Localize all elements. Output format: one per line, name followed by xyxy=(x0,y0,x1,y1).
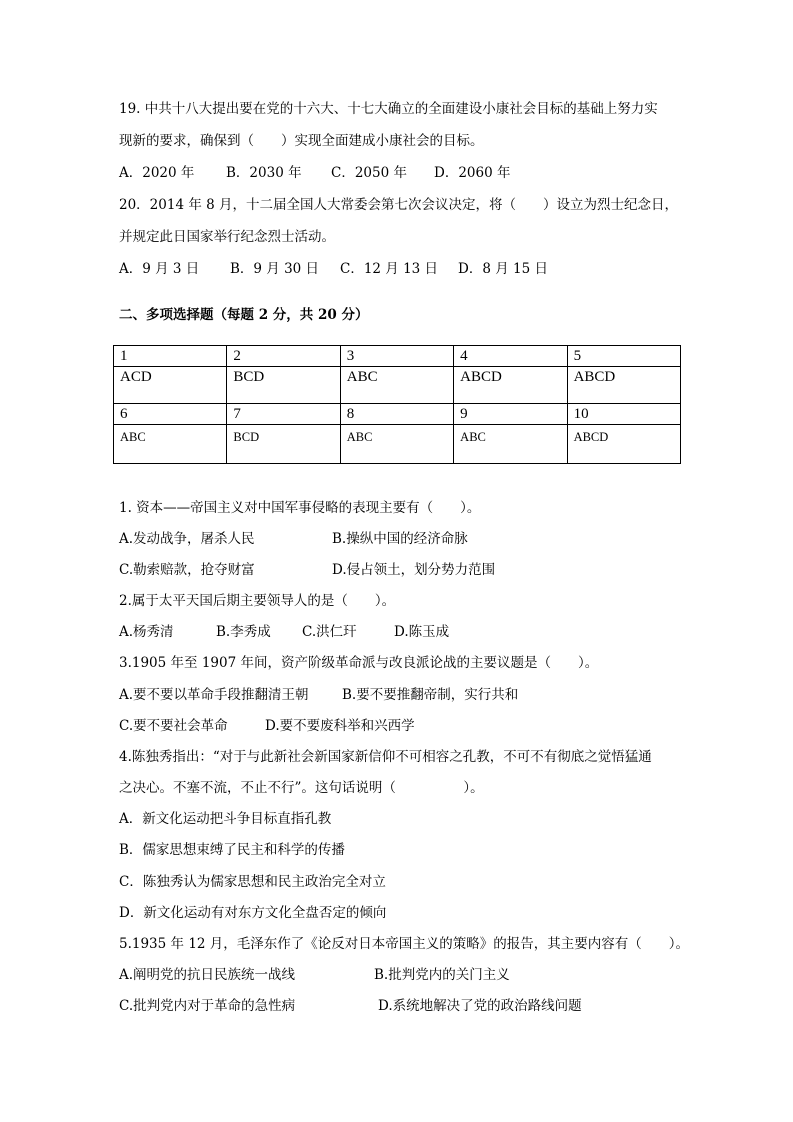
mq4-stem-line1: 4.陈独秀指出：“对于与此新社会新国家新信仰不可相容之孔教，不可不有彻底之觉悟猛通 xyxy=(119,749,652,765)
mq1-option-b: B.操纵中国的经济命脉 xyxy=(332,531,468,547)
mq1-option-d: D.侵占领土，划分势力范围 xyxy=(332,562,496,578)
mq4-option-b: B．儒家思想束缚了民主和科学的传播 xyxy=(119,842,345,858)
q19-stem-line1: 19. 中共十八大提出要在党的十六大、十七大确立的全面建设小康社会目标的基础上努力实 xyxy=(119,101,658,117)
table-cell: ABC xyxy=(340,425,453,464)
mq3-options-row2 xyxy=(119,717,415,735)
mq3-option-a: A.要不要以革命手段推翻清王朝 xyxy=(119,687,309,703)
table-cell: ABCD xyxy=(454,367,567,404)
section-heading: 二、多项选择题（每题 2 分，共 20 分） xyxy=(119,307,369,323)
table-cell: ACD xyxy=(114,367,227,404)
table-row xyxy=(114,404,681,425)
mq4-option-d: D．新文化运动有对东方文化全盘否定的倾向 xyxy=(119,905,387,921)
q20-option-a: A．9 月 3 日 xyxy=(119,261,200,277)
q20-option-c: C．12 月 13 日 xyxy=(340,261,439,277)
table-cell: ABC xyxy=(114,425,227,464)
mq2-option-a: A.杨秀清 xyxy=(119,624,174,640)
table-row xyxy=(114,346,681,367)
mq2-option-c: C.洪仁玕 xyxy=(302,624,357,640)
mq2-options xyxy=(119,623,449,641)
mq4-stem-line2: 之决心。不塞不流，不止不行”。这句话说明（ ）。 xyxy=(119,780,484,796)
mq5-option-c: C.批判党内对于革命的急性病 xyxy=(119,998,296,1014)
mq3-options-row1 xyxy=(119,686,518,704)
mq3-stem: 3.1905 年至 1907 年间，资产阶级革命派与改良派论战的主要议题是（ ）。 xyxy=(119,655,599,671)
q20-stem-line1: 20．2014 年 8 月，十二届全国人大常委会第七次会议决定，将（ ）设立为烈士纪念日， xyxy=(119,197,678,213)
table-row xyxy=(114,425,681,464)
table-cell: 2 xyxy=(227,346,340,367)
q19-stem-line2: 现新的要求，确保到（ ）实现全面建成小康社会的目标。 xyxy=(119,133,484,149)
mq5-option-d: D.系统地解决了党的政治路线问题 xyxy=(378,998,582,1014)
q20-stem-line2: 并规定此日国家举行纪念烈士活动。 xyxy=(119,229,335,245)
q20-option-d: D．8 月 15 日 xyxy=(458,261,548,277)
table-cell: 5 xyxy=(567,346,680,367)
mq5-option-a: A.阐明党的抗日民族统一战线 xyxy=(119,967,296,983)
table-cell: BCD xyxy=(227,425,340,464)
q19-option-a: A．2020 年 xyxy=(119,165,195,181)
table-cell: 1 xyxy=(114,346,227,367)
mq2-stem: 2.属于太平天国后期主要领导人的是（ ）。 xyxy=(119,593,396,609)
q20-option-b: B．9 月 30 日 xyxy=(230,261,320,277)
table-row xyxy=(114,367,681,404)
table-cell: 4 xyxy=(454,346,567,367)
mq3-option-c: C.要不要社会革命 xyxy=(119,718,228,734)
mq5-options-row2 xyxy=(119,997,582,1015)
q19-option-d: D．2060 年 xyxy=(434,165,511,181)
table-cell: 10 xyxy=(567,404,680,425)
mq3-option-b: B.要不要推翻帝制，实行共和 xyxy=(342,687,519,703)
mq1-option-c: C.勒索赔款，抢夺财富 xyxy=(119,562,255,578)
mq1-stem: 1. 资本——帝国主义对中国军事侵略的表现主要有（ ）。 xyxy=(119,500,481,516)
table-cell: ABC xyxy=(340,367,453,404)
q19-option-b: B．2030 年 xyxy=(226,165,302,181)
table-cell: 9 xyxy=(454,404,567,425)
mq3-option-d: D.要不要废科举和兴西学 xyxy=(265,718,415,734)
table-cell: 7 xyxy=(227,404,340,425)
answer-table xyxy=(113,345,681,464)
q20-options xyxy=(119,260,548,278)
table-cell: 8 xyxy=(340,404,453,425)
mq5-stem: 5.1935 年 12 月，毛泽东作了《论反对日本帝国主义的策略》的报告，其主要内容有（ ）。 xyxy=(119,936,690,952)
q19-options xyxy=(119,164,510,182)
table-cell: 6 xyxy=(114,404,227,425)
table-cell: 3 xyxy=(340,346,453,367)
mq4-option-a: A．新文化运动把斗争目标直指孔教 xyxy=(119,811,332,827)
q19-option-c: C．2050 年 xyxy=(331,165,407,181)
mq1-options-row1 xyxy=(119,530,468,548)
mq4-option-c: C．陈独秀认为儒家思想和民主政治完全对立 xyxy=(119,874,386,890)
table-cell: ABCD xyxy=(567,367,680,404)
mq5-option-b: B.批判党内的关门主义 xyxy=(374,967,510,983)
mq5-options-row1 xyxy=(119,966,510,984)
table-cell: ABC xyxy=(454,425,567,464)
mq1-option-a: A.发动战争，屠杀人民 xyxy=(119,531,255,547)
table-cell: ABCD xyxy=(567,425,680,464)
mq2-option-b: B.李秀成 xyxy=(216,624,271,640)
table-cell: BCD xyxy=(227,367,340,404)
mq2-option-d: D.陈玉成 xyxy=(394,624,450,640)
mq1-options-row2 xyxy=(119,561,495,579)
